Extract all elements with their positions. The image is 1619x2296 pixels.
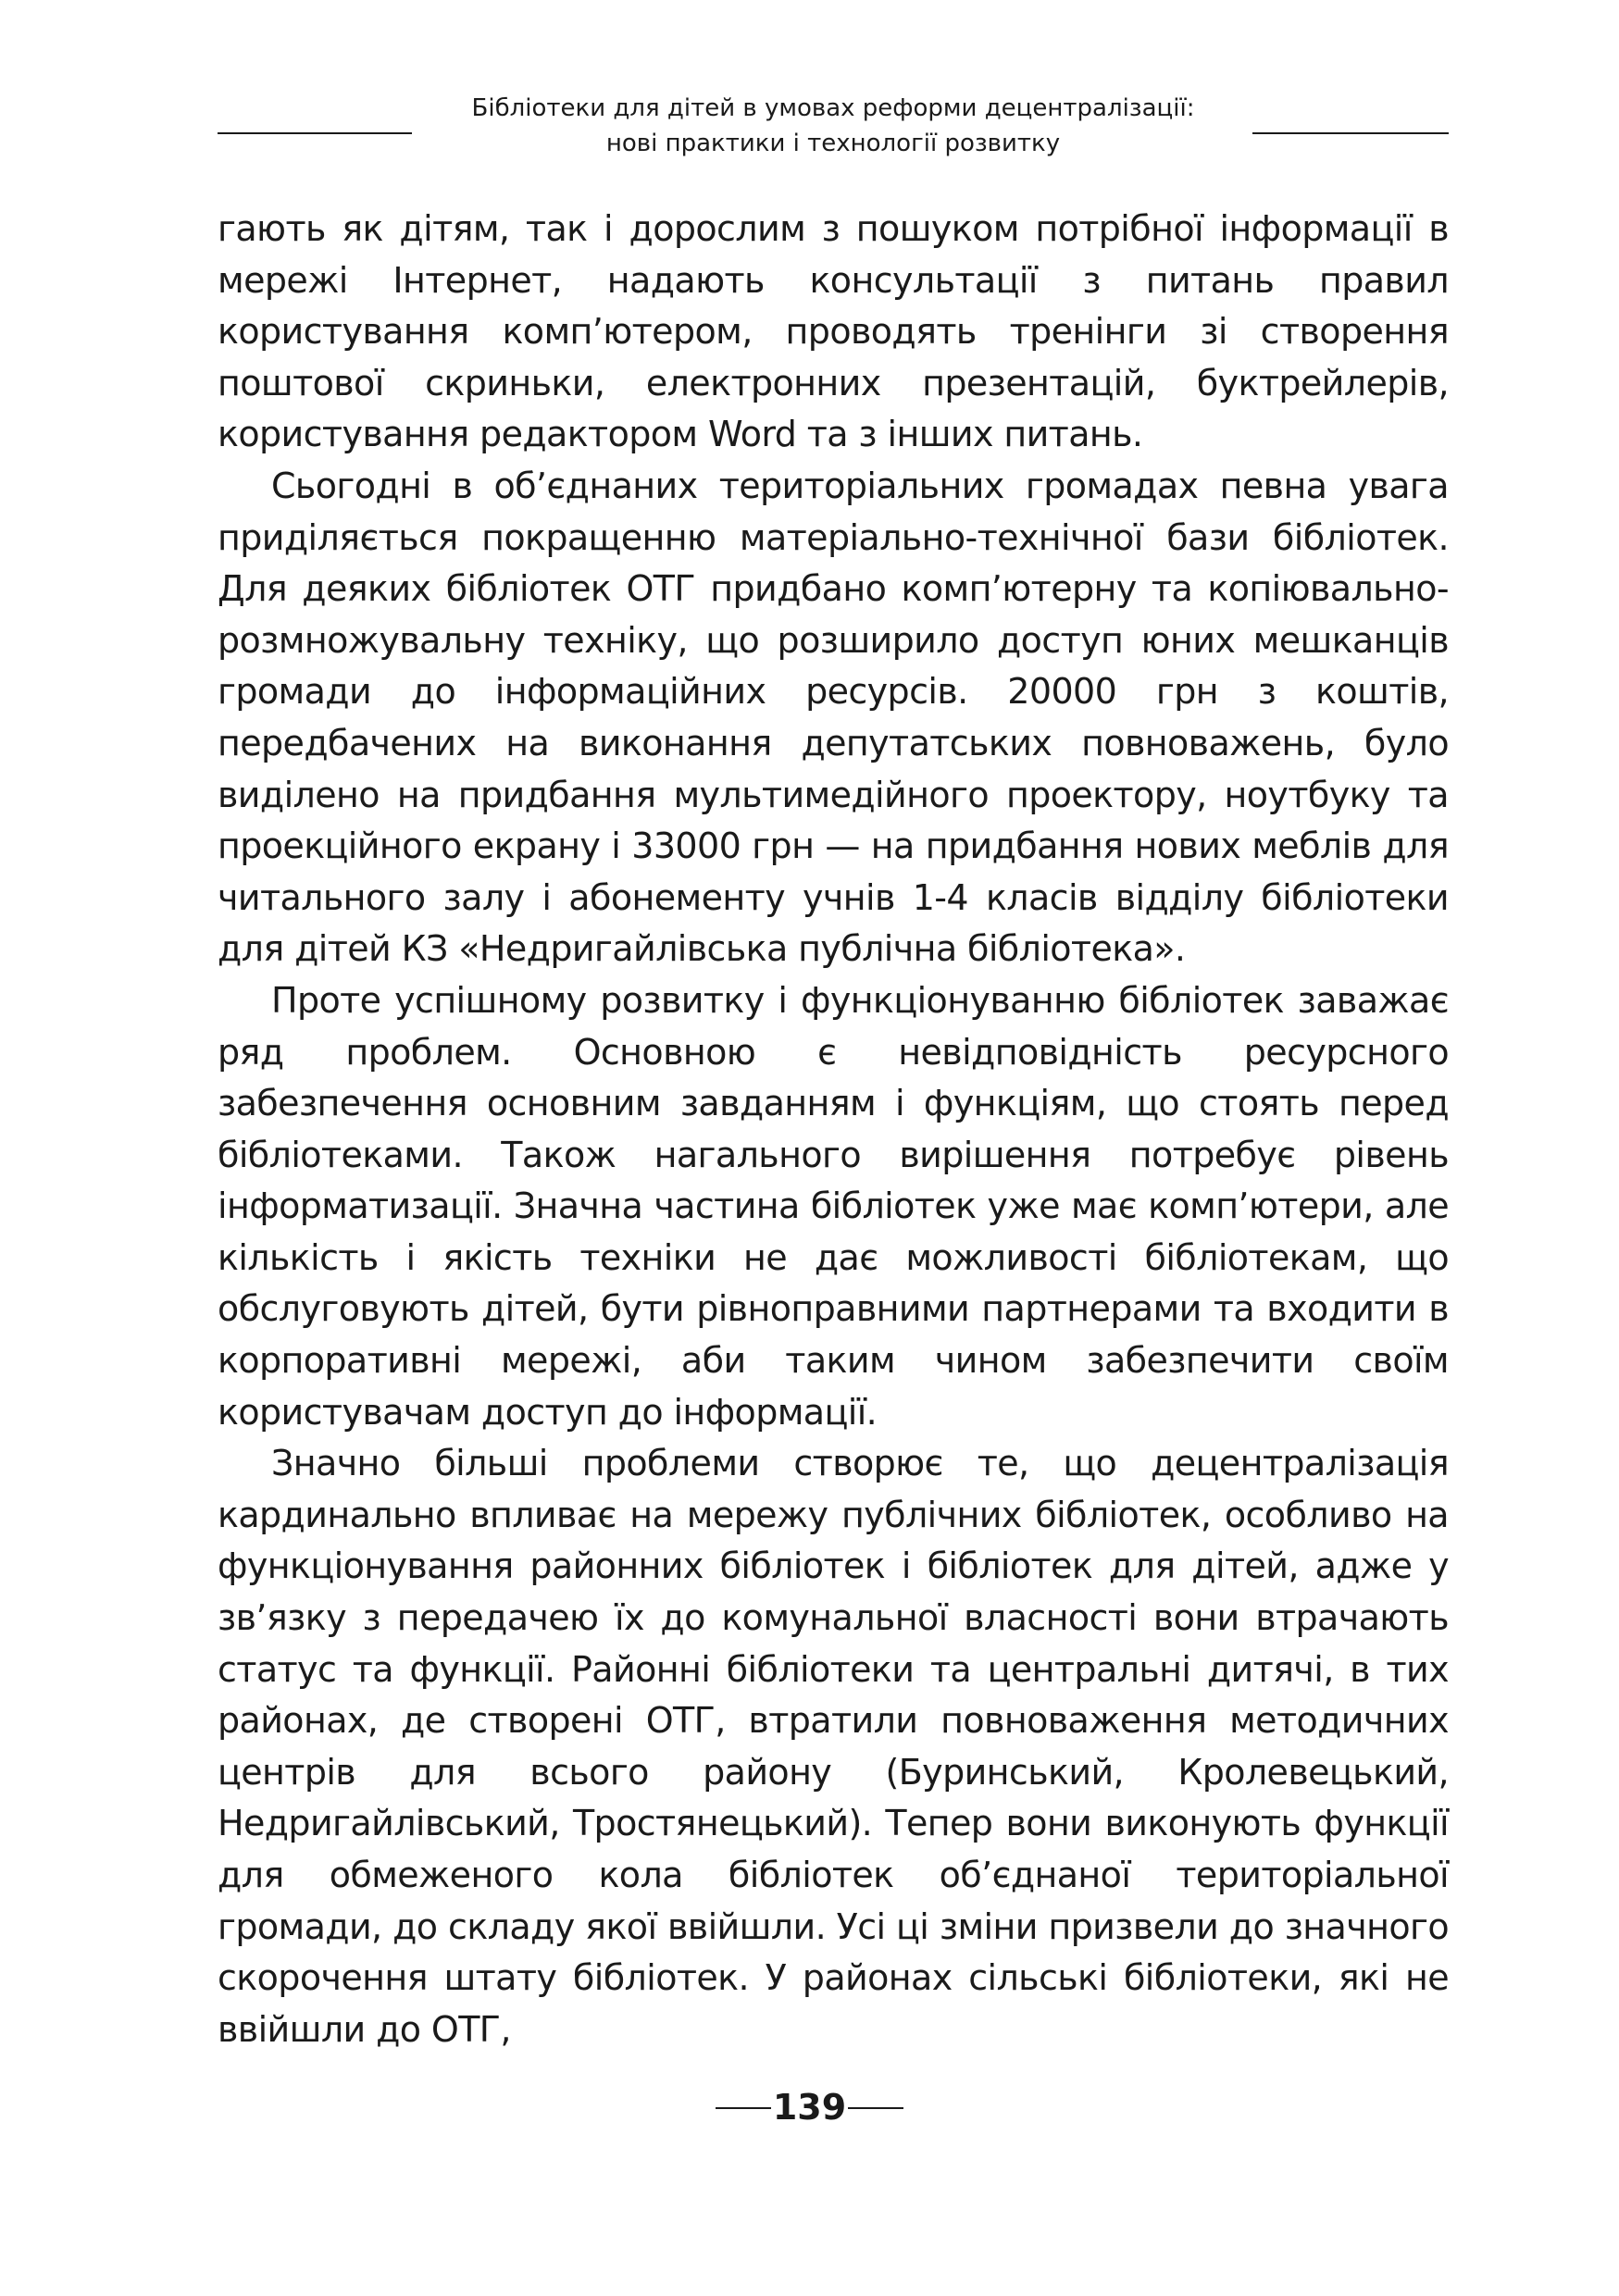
header-rule-right <box>1252 132 1449 134</box>
header-rule-left <box>218 132 412 134</box>
running-header-line-1: Бібліотеки для дітей в умовах реформи децентралізації: <box>471 94 1195 122</box>
page-number-rule-left <box>716 2107 771 2109</box>
running-header-line-2: нові практики і технології розвитку <box>605 130 1061 157</box>
paragraph-4: Значно більші проблеми створює те, що децентралізація кардинально впливає на мережу публічних бібліотек, особливо на функціонування районних бібліотек і бібліотек для дітей, адже у зв’язку з передачею їх до комунальної власності вони втрачають статус та функції. Районні бібліотеки та центральні дитячі, в тих районах, де створені ОТГ, втратили повноваження методичних центрів для всього району (Буринський, Кролевецький, Недригайлівський, Тростянецький). Тепер вони виконують функції для обмеженого кола бібліотек об’єднаної територіальної громади, до складу якої ввійшли. Усі ці зміни призвели до значного скорочення штату бібліотек. У районах сільські бібліотеки, які не ввійшли до ОТГ, <box>218 1443 1449 2050</box>
page-number-rule-right <box>848 2107 903 2109</box>
paragraph-3: Проте успішному розвитку і функціонуванню бібліотек заважає ряд проблем. Основною є невідповідність ресурсного забезпечення основним завданням і функціям, що стоять перед бібліотеками. Також нагального вирішення потребує рівень інформатизації. Значна частина бібліотек уже має комп’ютери, але кількість і якість техніки не дає можливості бібліотекам, що обслуговують дітей, бути рівноправними партнерами та входити в корпоративні мережі, аби таким чином забезпечити своїм користувачам доступ до інформації. <box>218 979 1449 1433</box>
page-footer <box>0 2084 1619 2130</box>
paragraph-1: гають як дітям, так і дорослим з пошуком потрібної інформації в мережі Інтернет, надають консультації з питань правил користування комп’ютером, проводять тренінги зі створення поштової скриньки, електронних презентацій, буктрейлерів, користування редактором Word та з інших питань. <box>218 208 1449 455</box>
paragraph-2: Сьогодні в об’єднаних територіальних громадах певна увага приділяється покращенню матеріально-технічної бази бібліотек. Для деяких бібліотек ОТГ придбано комп’ютерну та копіювально-розмножувальну техніку, що розширило доступ юних мешканців громади до інформаційних ресурсів. 20000 грн з коштів, передбачених на виконання депутатських повноважень, було виділено на придбання мультимедійного проектору, ноутбуку та проекційного екрану і 33000 грн — на придбання нових меблів для читального залу і абонементу учнів 1-4 класів відділу бібліотеки для дітей КЗ «Недригайлівська публічна бібліотека». <box>218 465 1449 970</box>
running-header-title <box>421 91 1245 161</box>
running-header <box>218 91 1449 165</box>
body-text <box>218 204 1449 2055</box>
page-number: 139 <box>772 2087 847 2128</box>
